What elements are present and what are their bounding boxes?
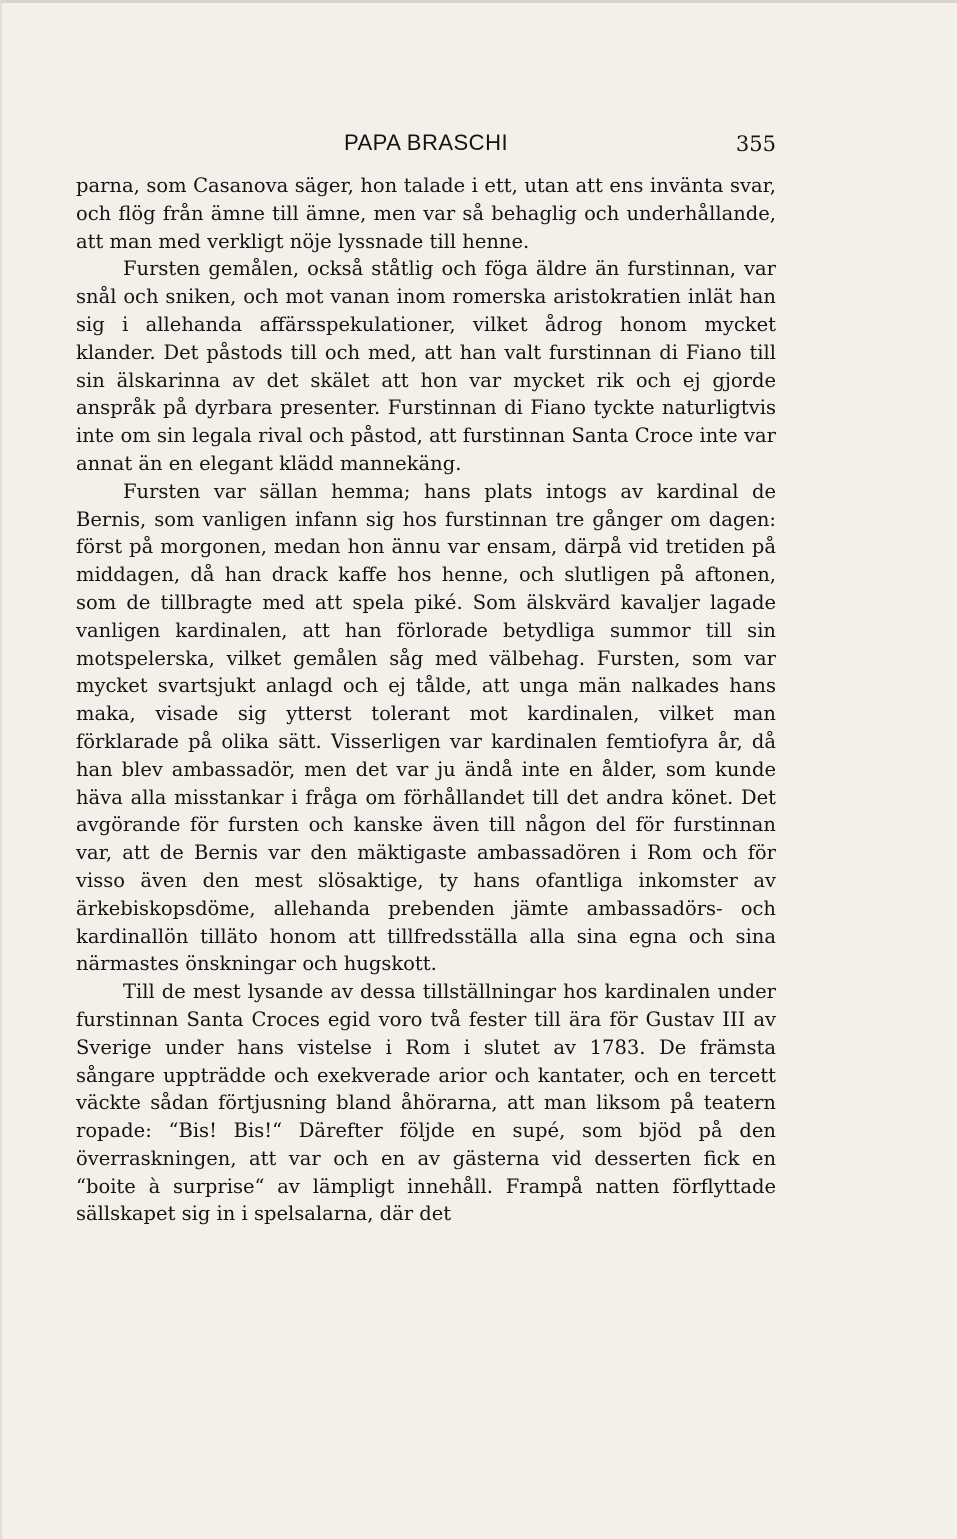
paragraph-cardinal-de-bernis: Fursten var sällan hemma; hans plats intogs av kardinal de Bernis, som vanligen infann sig hos furstinnan tre gånger om dagen: först på morgonen, medan hon ännu var ensam, därpå vid tretiden på middagen, då han drack kaffe hos henne, och slutligen på aftonen, som de tillbragte med att spela piké. Som älskvärd kavaljer lagade vanligen kardinalen, att han förlorade betydliga summor till sin motspelerska, vilket gemålen såg med välbehag. Fursten, som var mycket svartsjukt anlagd och ej tålde, att unga män nalkades hans maka, visade sig ytterst tolerant mot kardinalen, vilket man förklarade på olika sätt. Visserligen var kardinalen femtiofyra år, då han blev ambassadör, men det var ju ändå inte en ålder, som kunde häva alla misstankar i fråga om förhållandet till det andra könet. Det avgörande för fursten och kanske även till någon del för furstinnan var, att de Bernis var den mäktigaste ambassadören i Rom och för visso även den mest slösaktige, ty hans ofantliga inkomster av ärkebiskopsdöme, allehanda prebenden jämte ambassadörs- och kardinallön tilläto honom att tillfredsställa alla sina egna och sina närmastes önskningar och hugskott.	[76, 479, 776, 976]
running-title: PAPA BRASCHI	[343, 130, 509, 155]
page-header	[76, 130, 776, 160]
paragraph-prince-consort: Fursten gemålen, också ståtlig och föga äldre än furstinnan, var snål och sniken, och mot vanan inom romerska aristokratien inlät han sig i allehanda affärsspekulationer, vilket ådrog honom mycket klander. Det påstods till och med, att han valt furstinnan di Fiano till sin älskarinna av det skälet att hon var mycket rik och ej gjorde anspråk på dyrbara presenter. Furstinnan di Fiano tyckte naturligtvis inte om sin legala rival och påstod, att furstinnan Santa Croce inte var annat än en elegant klädd mannekäng.	[76, 257, 776, 475]
body-text	[76, 172, 776, 1228]
paragraph-continuation: parna, som Casanova säger, hon talade i ett, utan att ens invänta svar, och flög från ämne till ämne, men var så behaglig och underhållande, att man med verkligt nöje lyssnade till henne.	[76, 174, 776, 253]
page-number: 355	[735, 132, 776, 156]
paragraph-gustav-iii-festivities: Till de mest lysande av dessa tillställningar hos kardinalen under furstinnan Santa Croces egid voro två fester till ära för Gustav III av Sverige under hans vistelse i Rom i slutet av 1783. De främsta sångare uppträdde och exekverade arior och kantater, och en tercett väckte sådan förtjusning bland åhörarna, att man liksom på teatern ropade: “Bis! Bis!“ Därefter följde en supé, som bjöd på den överraskningen, att var och en av gästerna vid desserten fick en “boite à surprise“ av lämpligt innehåll. Frampå natten förflyttade sällskapet sig in i spelsalarna, där det	[76, 980, 776, 1226]
